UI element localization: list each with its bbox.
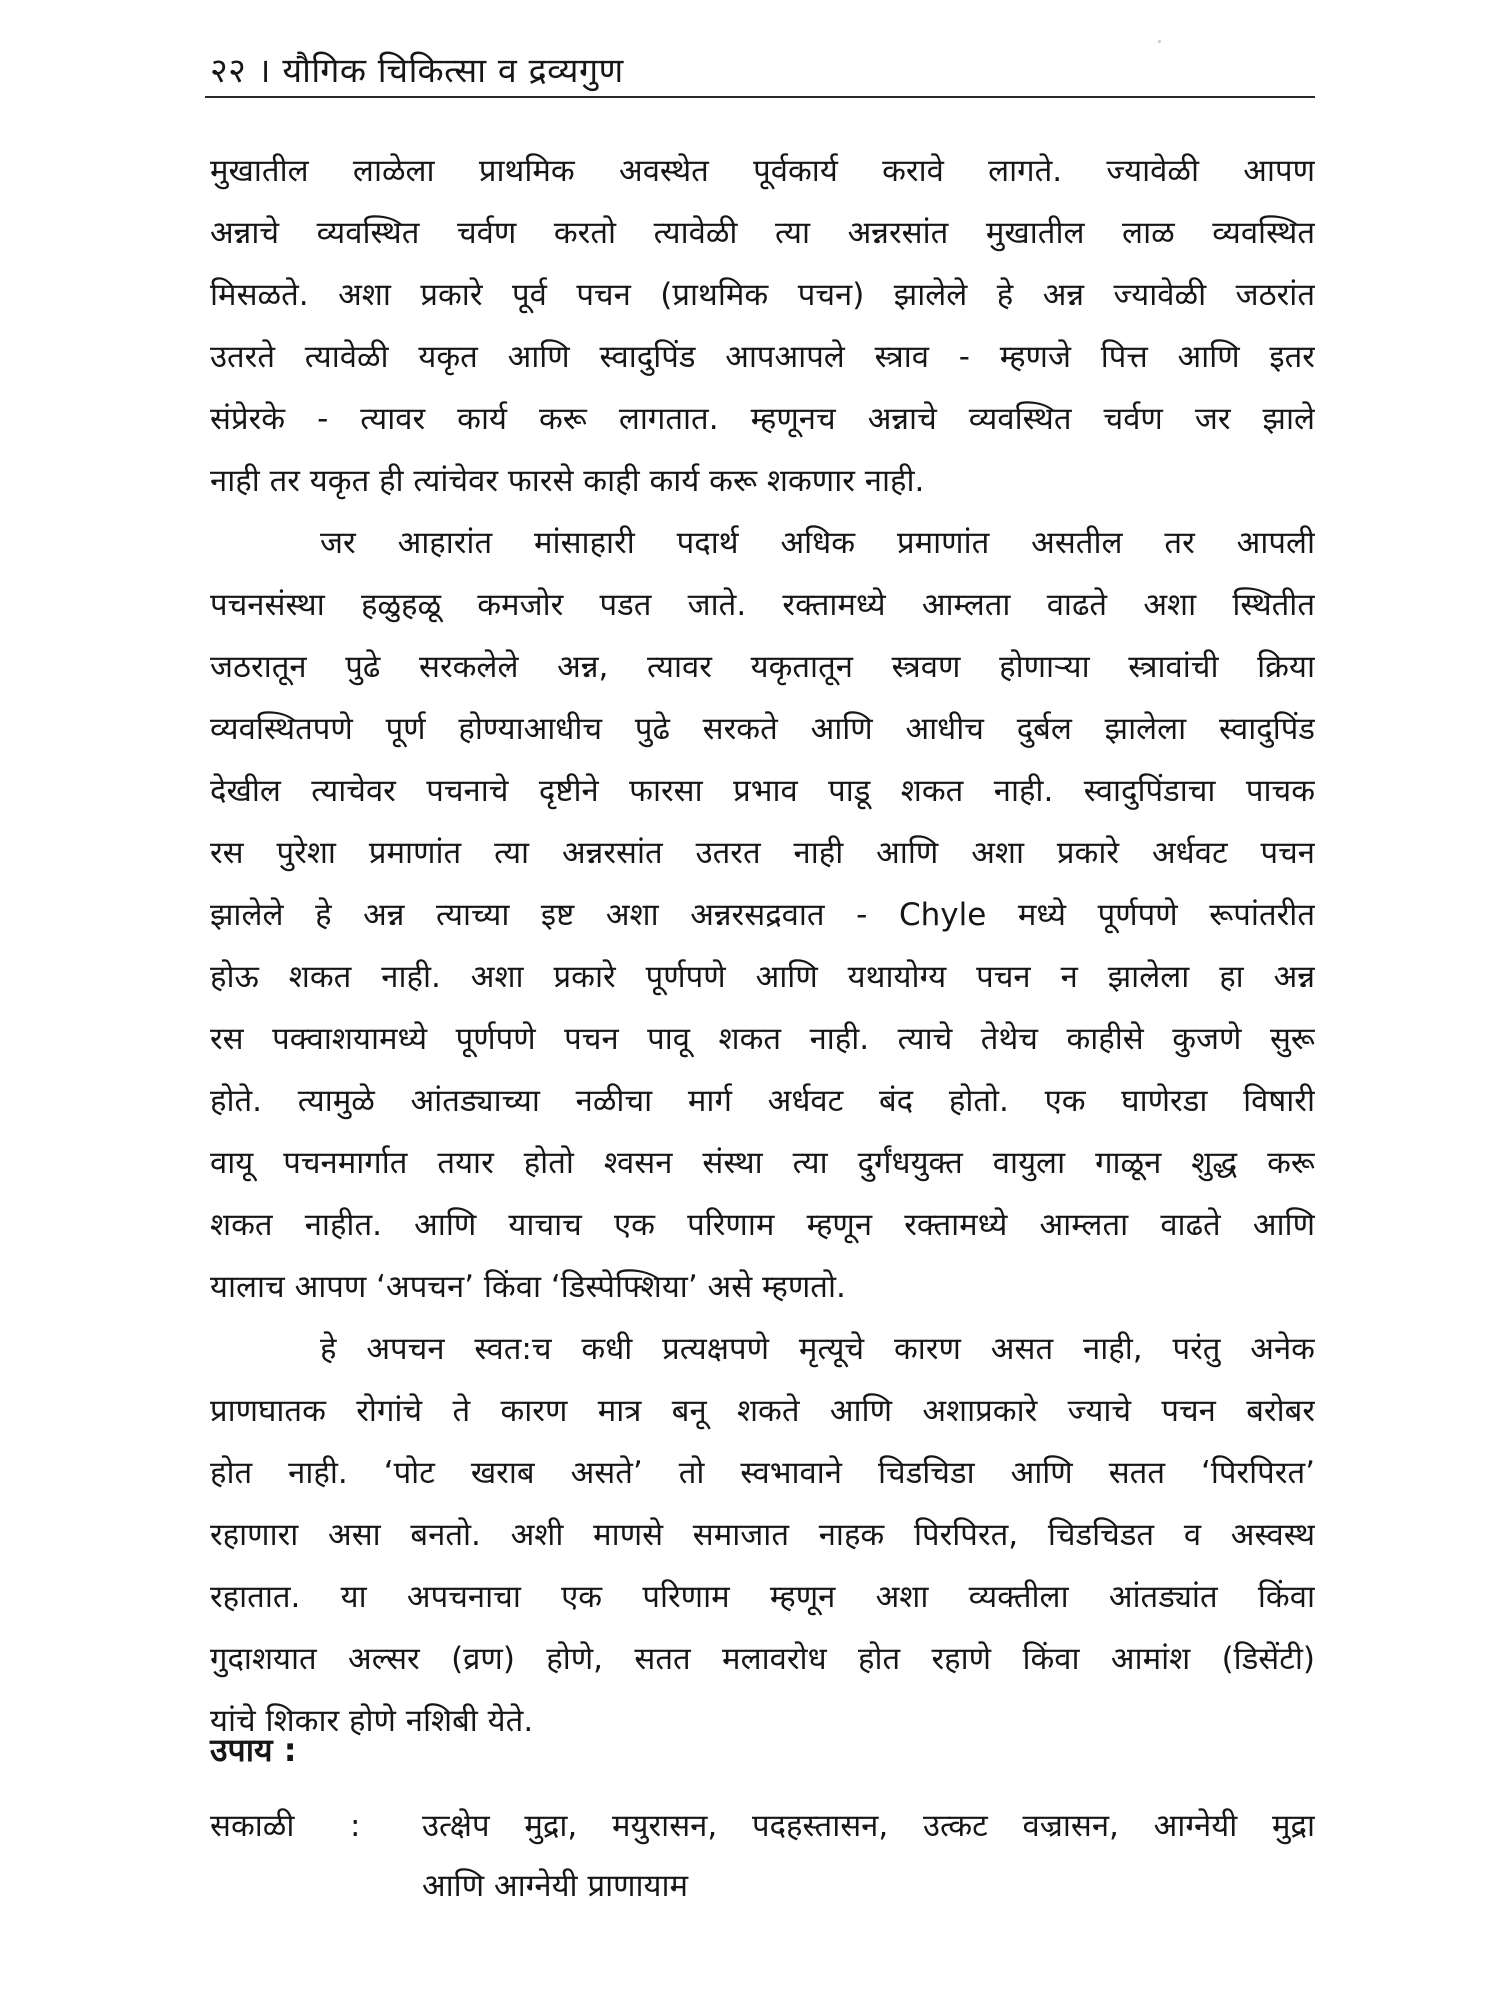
text-line: गुदाशयात अल्सर (व्रण) होणे, सतत मलावरोध होत रहाणे किंवा आमांश (डिसेंटी) xyxy=(210,1641,1315,1677)
remedy-line: आणि आग्नेयी प्राणायाम xyxy=(422,1868,689,1904)
text-line: मुखातील लाळेला प्राथमिक अवस्थेत पूर्वकार्य करावे लागते. ज्यावेळी आपण xyxy=(210,153,1315,189)
text-line: रस पुरेशा प्रमाणांत त्या अन्नरसांत उतरत नाही आणि अशा प्रकारे अर्धवट पचन xyxy=(210,835,1315,871)
text-line: उतरते त्यावेळी यकृत आणि स्वादुपिंड आपआपले स्त्राव - म्हणजे पित्त आणि इतर xyxy=(210,339,1315,375)
text-line: होऊ शकत नाही. अशा प्रकारे पूर्णपणे आणि यथायोग्य पचन न झालेला हा अन्न xyxy=(210,959,1315,995)
text-line: देखील त्याचेवर पचनाचे दृष्टीने फारसा प्रभाव पाडू शकत नाही. स्वादुपिंडाचा पाचक xyxy=(210,773,1315,809)
text-line: पचनसंस्था हळुहळू कमजोर पडत जाते. रक्तामध्ये आम्लता वाढते अशा स्थितीत xyxy=(210,587,1315,623)
text-line: संप्रेरके - त्यावर कार्य करू लागतात. म्हणूनच अन्नाचे व्यवस्थित चर्वण जर झाले xyxy=(210,401,1315,437)
header-rule xyxy=(205,96,1315,98)
text-line: शकत नाहीत. आणि याचाच एक परिणाम म्हणून रक्तामध्ये आम्लता वाढते आणि xyxy=(210,1207,1315,1243)
text-line: यालाच आपण ‘अपचन’ किंवा ‘डिस्पेफ्शिया’ असे म्हणतो. xyxy=(210,1269,846,1305)
text-line: प्राणघातक रोगांचे ते कारण मात्र बनू शकते आणि अशाप्रकारे ज्याचे पचन बरोबर xyxy=(210,1393,1315,1429)
text-line: होत नाही. ‘पोट खराब असते’ तो स्वभावाने चिडचिडा आणि सतत ‘पिरपिरत’ xyxy=(210,1455,1315,1491)
text-line: यांचे शिकार होणे नशिबी येते. xyxy=(210,1703,534,1739)
text-line: व्यवस्थितपणे पूर्ण होण्याआधीच पुढे सरकते आणि आधीच दुर्बल झालेला स्वादुपिंड xyxy=(210,711,1315,747)
remedy-line: उत्क्षेप मुद्रा, मयुरासन, पदहस्तासन, उत्कट वज्रासन, आग्नेयी मुद्रा xyxy=(422,1808,1315,1844)
remedies-heading: उपाय : xyxy=(210,1731,297,1769)
text-line: रहातात. या अपचनाचा एक परिणाम म्हणून अशा व्यक्तीला आंतड्यांत किंवा xyxy=(210,1579,1315,1615)
text-line: नाही तर यकृत ही त्यांचेवर फारसे काही कार्य करू शकणार नाही. xyxy=(210,463,925,499)
text-line: झालेले हे अन्न त्याच्या इष्ट अशा अन्नरसद्रवात - Chyle मध्ये पूर्णपणे रूपांतरीत xyxy=(210,897,1315,933)
label-colon: : xyxy=(350,1808,361,1844)
text-line: होते. त्यामुळे आंतड्याच्या नळीचा मार्ग अर्धवट बंद होतो. एक घाणेरडा विषारी xyxy=(210,1083,1315,1119)
running-head: २२ । यौगिक चिकित्सा व द्रव्यगुण xyxy=(210,51,624,91)
text-line: रस पक्वाशयामध्ये पूर्णपणे पचन पावू शकत नाही. त्याचे तेथेच काहीसे कुजणे सुरू xyxy=(210,1021,1315,1057)
text-line: वायू पचनमार्गात तयार होतो श्वसन संस्था त्या दुर्गंधयुक्त वायुला गाळून शुद्ध करू xyxy=(210,1145,1315,1181)
paragraph-start-line: हे अपचन स्वत:च कधी प्रत्यक्षपणे मृत्यूचे कारण असत नाही, परंतु अनेक xyxy=(320,1331,1315,1367)
paragraph-start-line: जर आहारांत मांसाहारी पदार्थ अधिक प्रमाणांत असतील तर आपली xyxy=(320,525,1315,561)
body-text xyxy=(210,140,1315,1752)
scan-speck xyxy=(1158,40,1161,43)
text-line: अन्नाचे व्यवस्थित चर्वण करतो त्यावेळी त्या अन्नरसांत मुखातील लाळ व्यवस्थित xyxy=(210,215,1315,251)
text-line: रहाणारा असा बनतो. अशी माणसे समाजात नाहक पिरपिरत, चिडचिडत व अस्वस्थ xyxy=(210,1517,1315,1553)
morning-label: सकाळी xyxy=(210,1808,295,1844)
morning-remedy-text xyxy=(422,1796,1315,1916)
text-line: मिसळते. अशा प्रकारे पूर्व पचन (प्राथमिक पचन) झालेले हे अन्न ज्यावेळी जठरांत xyxy=(210,277,1315,313)
text-line: जठरातून पुढे सरकलेले अन्न, त्यावर यकृतातून स्त्रवण होणाऱ्या स्त्रावांची क्रिया xyxy=(210,649,1315,685)
